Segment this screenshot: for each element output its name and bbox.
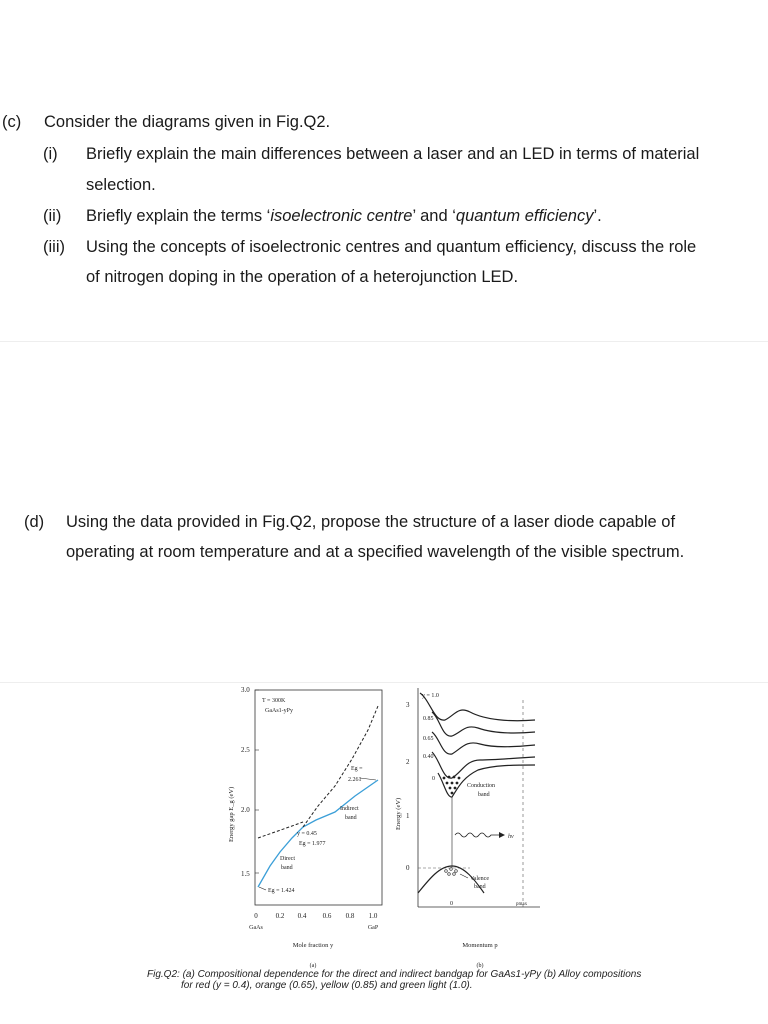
indirect-band-label-1: Indirect xyxy=(340,806,359,812)
momentum-zero-label: 0 xyxy=(450,901,453,907)
direct-band-label-1: Direct xyxy=(280,856,295,862)
ytick-label: 1.5 xyxy=(241,870,250,878)
hv-label: hv xyxy=(508,834,514,840)
panel-a-ylabel: Energy gap E_g (eV) xyxy=(228,786,235,842)
xtick-label: 0.4 xyxy=(297,912,307,920)
indirect-band-label-2: band xyxy=(345,815,357,821)
eg-bottom-label: Eg = 1.424 xyxy=(268,888,295,894)
item-iii-number: (iii) xyxy=(43,238,65,256)
term-isoelectronic-centre: isoelectronic centre xyxy=(270,207,413,225)
panel-b-ylabel: Energy (eV) xyxy=(395,797,402,830)
pmax-label: pmax xyxy=(516,902,528,907)
item-ii-pre: Briefly explain the terms ‘ xyxy=(86,207,271,225)
direct-band-label-2: band xyxy=(281,865,293,871)
figure-caption-line2: for red (y = 0.4), orange (0.65), yellow (0.85) and green light (1.0). xyxy=(181,980,473,991)
curve-label-040: 0.40 xyxy=(423,754,434,760)
part-d-line1: Using the data provided in Fig.Q2, propose the structure of a laser diode capable of xyxy=(66,513,676,531)
part-d-line2: operating at room temperature and at a specified wavelength of the visible spectrum. xyxy=(66,543,685,561)
valence-band-label-2: band xyxy=(474,884,486,890)
crossover-label-2: Eg = 1.977 xyxy=(299,841,326,847)
panel-b-sublabel: (b) xyxy=(476,963,484,969)
curve-label-0: 0 xyxy=(432,776,435,782)
part-d-label: (d) xyxy=(24,513,45,531)
valence-band-arrow xyxy=(460,874,468,878)
temperature-label: T = 300K xyxy=(262,698,286,704)
item-ii-post: ’. xyxy=(593,207,602,225)
panel-a-sublabel: (a) xyxy=(309,963,317,969)
item-iii-line1: Using the concepts of isoelectronic centres and quantum efficiency, discuss the role xyxy=(86,238,697,256)
ytick-label: 2 xyxy=(406,758,410,766)
ytick-label: 0 xyxy=(406,864,410,872)
conduction-curve-y-0.85 xyxy=(432,712,535,736)
ytick-label: 2.5 xyxy=(241,746,250,754)
direct-gap-curve xyxy=(258,780,378,887)
x-end-right-label: GaP xyxy=(367,925,379,931)
ytick-label: 2.0 xyxy=(241,806,250,814)
xtick-label: 0.8 xyxy=(345,912,355,920)
valence-band-label-1: Valence xyxy=(470,876,489,882)
panel-b-xlabel: Momentum p xyxy=(462,942,498,949)
panel-a-xlabel: Mole fraction y xyxy=(292,942,334,949)
figure-caption-line1: Fig.Q2: (a) Compositional dependence for the direct and indirect bandgap for GaAs1-yPy (b) Alloy compositions xyxy=(147,969,642,980)
item-iii-line2: of nitrogen doping in the operation of a heterojunction LED. xyxy=(86,268,519,286)
item-ii-number: (ii) xyxy=(43,207,62,225)
material-label: GaAs1-yPy xyxy=(265,708,293,714)
term-quantum-efficiency: quantum efficiency xyxy=(455,207,594,225)
ytick-label: 3.0 xyxy=(241,686,250,694)
part-c-intro: Consider the diagrams given in Fig.Q2. xyxy=(44,113,331,131)
eg-bottom-arrow xyxy=(259,887,266,890)
eg-top-label-1: Eg = xyxy=(351,766,363,772)
conduction-band-label-2: band xyxy=(478,792,490,798)
eg-top-arrow xyxy=(360,778,376,780)
panel-b xyxy=(395,688,540,969)
crossover-label-1: y = 0.45 xyxy=(297,831,317,837)
panel-a-frame xyxy=(255,690,382,905)
eg-top-label-2: 2.261 xyxy=(348,777,362,783)
holes xyxy=(445,868,458,876)
conduction-band-label-1: Conduction xyxy=(467,783,495,789)
x-end-left-label: GaAs xyxy=(249,925,263,931)
part-c-label: (c) xyxy=(2,113,22,131)
item-i-number: (i) xyxy=(43,145,58,163)
photon-wave xyxy=(455,833,499,837)
curve-label-y1: y = 1.0 xyxy=(422,693,439,699)
xtick-label: 0.2 xyxy=(275,912,285,920)
xtick-label: 1.0 xyxy=(368,912,378,920)
xtick-label: 0 xyxy=(254,912,258,920)
ytick-label: 1 xyxy=(406,812,410,820)
panel-a xyxy=(228,686,382,969)
item-i-line2: selection. xyxy=(86,176,156,194)
item-ii-mid: ’ and ‘ xyxy=(412,207,456,225)
item-i-line1: Briefly explain the main differences between a laser and an LED in terms of material xyxy=(86,145,700,163)
curve-label-085: 0.85 xyxy=(423,716,434,722)
curve-label-065: 0.65 xyxy=(423,736,434,742)
xtick-label: 0.6 xyxy=(322,912,332,920)
photon-arrowhead xyxy=(499,832,505,838)
ytick-label: 3 xyxy=(406,701,410,709)
